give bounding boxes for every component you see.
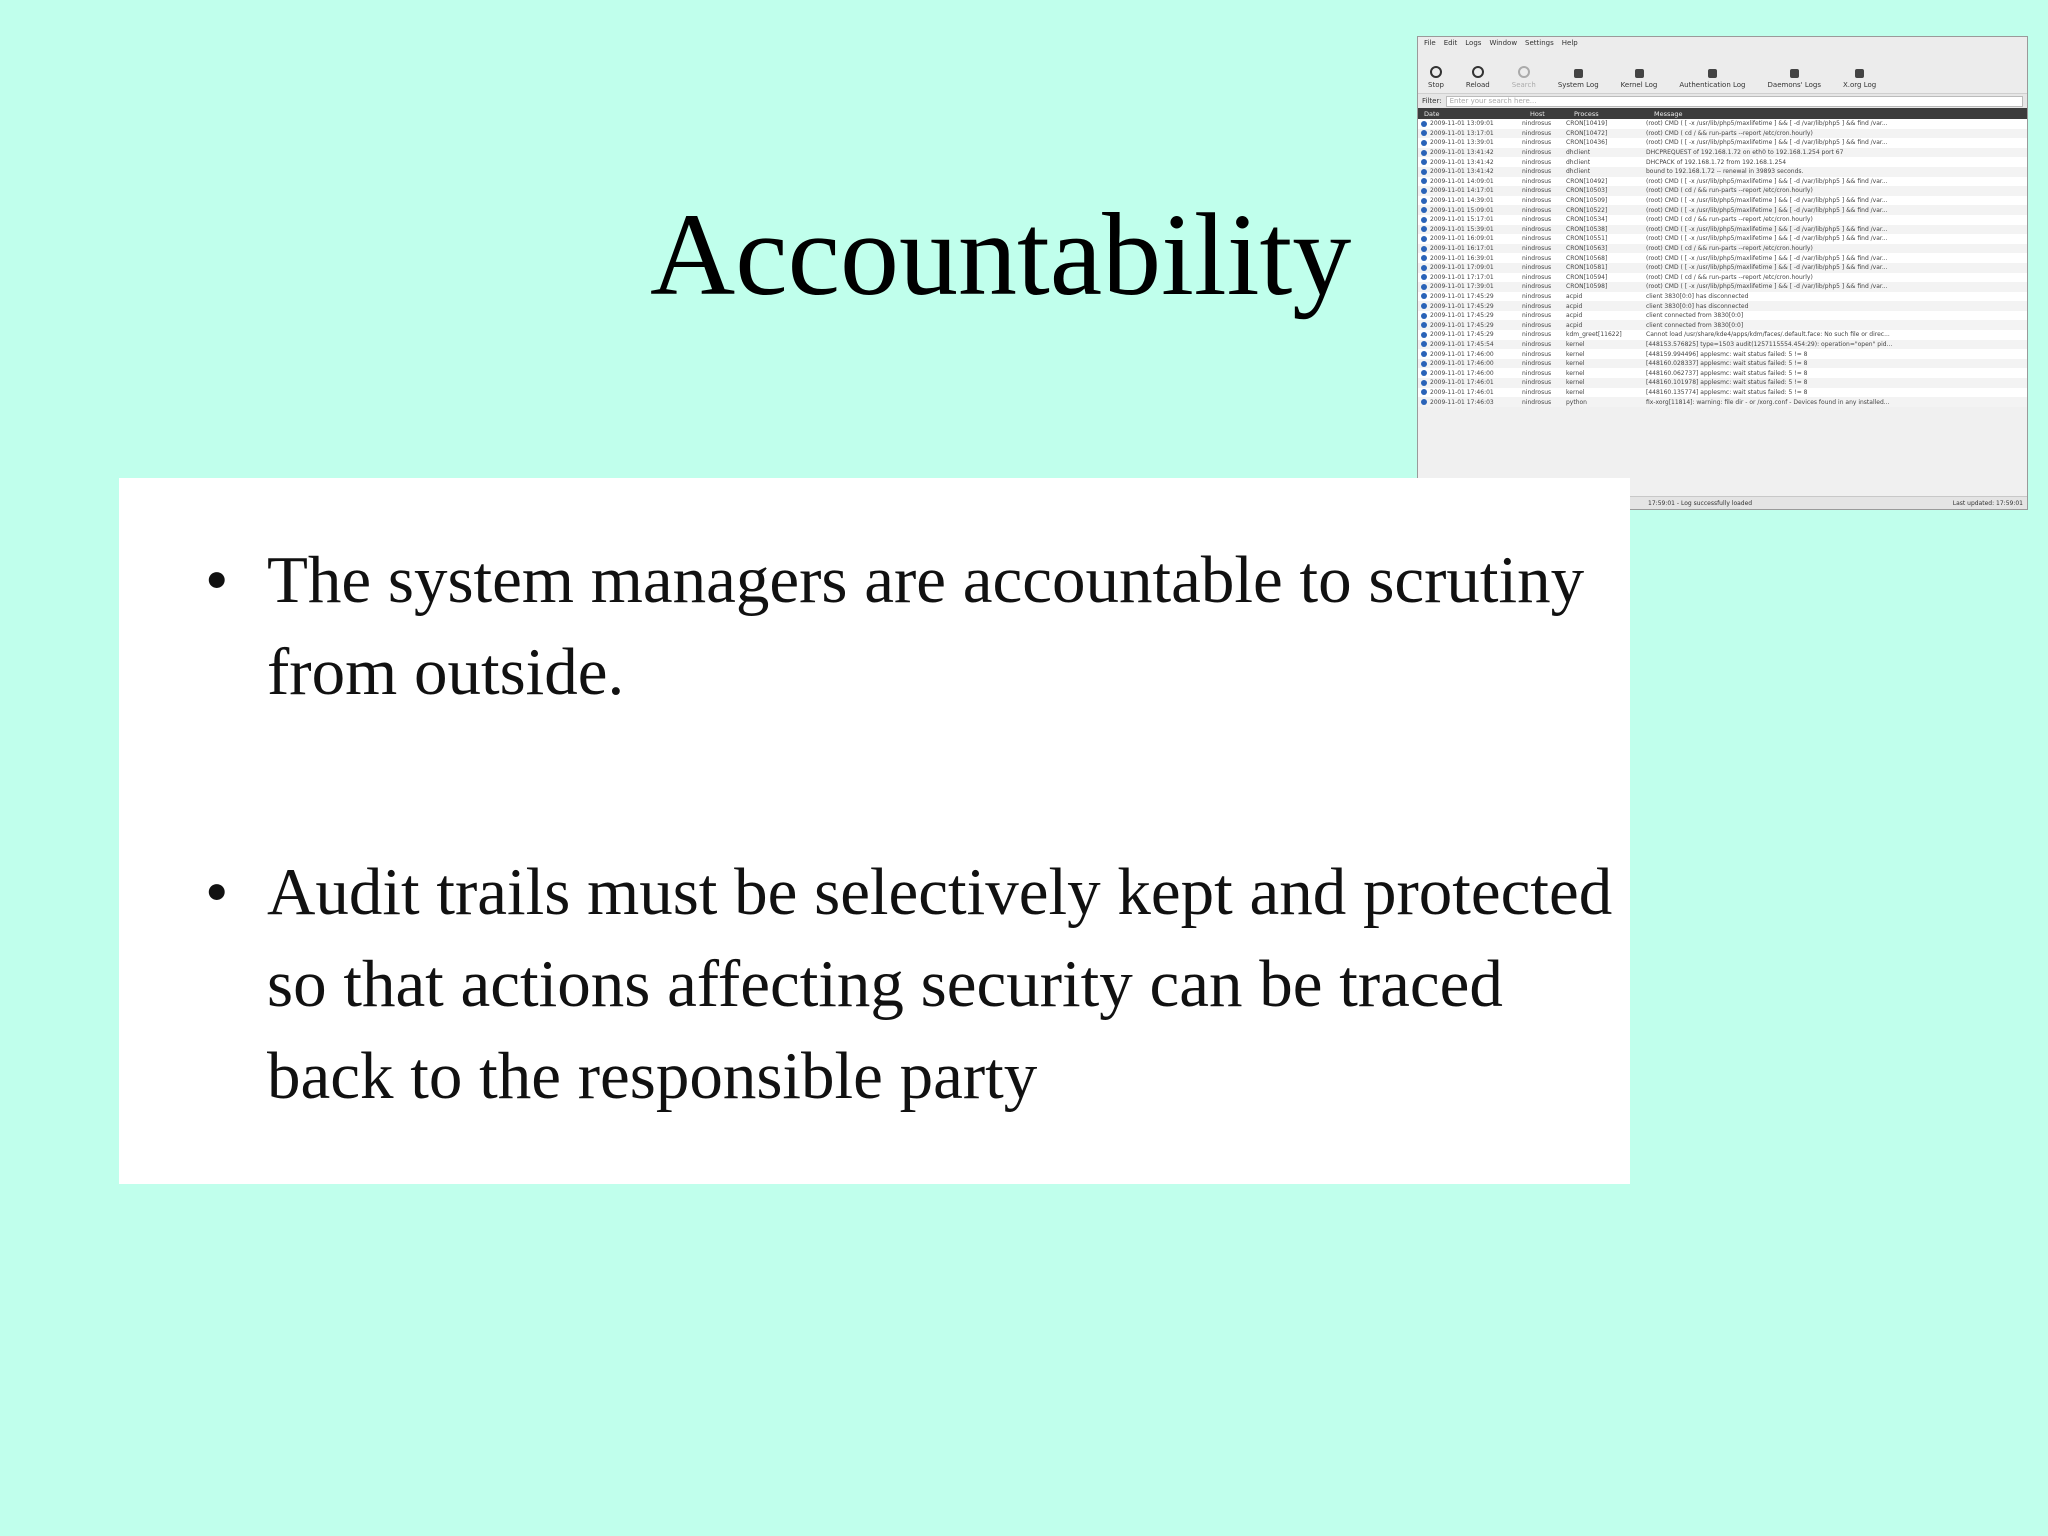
bullet-item: [205, 534, 1627, 718]
menu-item: Edit: [1443, 39, 1458, 47]
toolbar-label: Daemons' Logs: [1767, 81, 1821, 89]
log-date: 2009-11-01 17:46:00: [1430, 369, 1494, 377]
log-message: (root) CMD ( [ -x /usr/lib/php5/maxlifetime ] && [ -d /var/lib/php5 ] && find /var...: [1646, 120, 1888, 128]
log-date: 2009-11-01 17:46:00: [1430, 360, 1494, 368]
log-date: 2009-11-01 17:46:03: [1430, 398, 1494, 406]
log-message: (root) CMD ( [ -x /usr/lib/php5/maxlifetime ] && [ -d /var/lib/php5 ] && find /var...: [1646, 225, 1888, 233]
log-date: 2009-11-01 17:39:01: [1430, 283, 1494, 291]
xorg-log-icon: [1855, 69, 1864, 78]
log-host: nindrosus: [1522, 312, 1552, 320]
log-row: [1418, 273, 2027, 283]
log-row: [1418, 138, 2027, 148]
toolbar-item: [1621, 69, 1658, 89]
info-icon: [1421, 140, 1427, 146]
menu-item: Settings: [1525, 39, 1554, 47]
log-date: 2009-11-01 17:46:01: [1430, 388, 1494, 396]
log-row: [1418, 359, 2027, 369]
filter-input: Enter your search here...: [1446, 96, 2023, 107]
log-host: nindrosus: [1522, 120, 1552, 128]
info-icon: [1421, 217, 1427, 223]
log-date: 2009-11-01 17:45:29: [1430, 312, 1494, 320]
log-viewer-screenshot: [1417, 36, 2028, 510]
log-date: 2009-11-01 13:41:42: [1430, 168, 1494, 176]
log-process: dhclient: [1566, 149, 1591, 157]
log-process: CRON[10598]: [1566, 283, 1608, 291]
log-host: nindrosus: [1522, 129, 1552, 137]
bullet-marker: •: [205, 855, 229, 929]
log-row: [1418, 244, 2027, 254]
log-date: 2009-11-01 17:45:29: [1430, 331, 1494, 339]
log-host: nindrosus: [1522, 388, 1552, 396]
menu-item: Window: [1489, 39, 1518, 47]
reload-icon: [1472, 66, 1484, 78]
info-icon: [1421, 159, 1427, 165]
log-process: acpid: [1566, 292, 1583, 300]
log-process: CRON[10436]: [1566, 139, 1608, 147]
log-host: nindrosus: [1522, 264, 1552, 272]
log-table-body: [1418, 119, 2027, 407]
log-host: nindrosus: [1522, 273, 1552, 281]
log-row: [1418, 388, 2027, 398]
log-process: acpid: [1566, 312, 1583, 320]
info-icon: [1421, 198, 1427, 204]
log-host: nindrosus: [1522, 216, 1552, 224]
log-filter-bar: [1418, 94, 2027, 108]
log-message: client connected from 3830[0:0]: [1646, 321, 1744, 329]
log-host: nindrosus: [1522, 360, 1552, 368]
toolbar-item: [1843, 69, 1876, 89]
log-message: (root) CMD ( cd / && run-parts --report /etc/cron.hourly): [1646, 187, 1813, 195]
log-process: python: [1566, 398, 1587, 406]
log-host: nindrosus: [1522, 369, 1552, 377]
log-process: CRON[10419]: [1566, 120, 1608, 128]
log-row: [1418, 225, 2027, 235]
log-host: nindrosus: [1522, 292, 1552, 300]
system-log-icon: [1574, 69, 1583, 78]
log-date: 2009-11-01 17:09:01: [1430, 264, 1494, 272]
log-row: [1418, 349, 2027, 359]
log-message: DHCPACK of 192.168.1.72 from 192.168.1.254: [1646, 158, 1787, 166]
log-row: [1418, 368, 2027, 378]
info-icon: [1421, 178, 1427, 184]
log-message: [448160.028337] applesmc: wait status failed: 5 != 8: [1646, 360, 1808, 368]
log-host: nindrosus: [1522, 331, 1552, 339]
log-host: nindrosus: [1522, 398, 1552, 406]
log-message: (root) CMD ( cd / && run-parts --report /etc/cron.hourly): [1646, 273, 1813, 281]
log-row: [1418, 167, 2027, 177]
log-process: CRON[10581]: [1566, 264, 1608, 272]
content-box: [119, 478, 1630, 1184]
column-header: Message: [1654, 109, 1683, 118]
log-date: 2009-11-01 16:39:01: [1430, 254, 1494, 262]
menu-item: Logs: [1465, 39, 1482, 47]
log-row: [1418, 397, 2027, 407]
log-row: [1418, 177, 2027, 187]
log-process: CRON[10522]: [1566, 206, 1608, 214]
log-row: [1418, 301, 2027, 311]
log-date: 2009-11-01 15:17:01: [1430, 216, 1494, 224]
log-message: client 3830[0:0] has disconnected: [1646, 302, 1749, 310]
log-table-header: [1418, 108, 2027, 119]
log-date: 2009-11-01 17:46:01: [1430, 379, 1494, 387]
bullet-text: The system managers are accountable to scrutiny from outside.: [267, 543, 1585, 709]
toolbar-item: [1679, 69, 1745, 89]
log-message: (root) CMD ( cd / && run-parts --report /etc/cron.hourly): [1646, 129, 1813, 137]
toolbar-item: [1768, 69, 1821, 89]
log-viewer-menubar: [1418, 37, 2027, 49]
log-process: kernel: [1566, 360, 1585, 368]
info-icon: [1421, 399, 1427, 405]
log-host: nindrosus: [1522, 254, 1552, 262]
info-icon: [1421, 332, 1427, 338]
log-process: dhclient: [1566, 158, 1591, 166]
log-message: client connected from 3830[0:0]: [1646, 312, 1744, 320]
toolbar-item: [1428, 66, 1444, 89]
log-process: CRON[10563]: [1566, 245, 1608, 253]
log-date: 2009-11-01 16:17:01: [1430, 245, 1494, 253]
toolbar-label: Search: [1511, 81, 1536, 89]
log-row: [1418, 311, 2027, 321]
log-host: nindrosus: [1522, 168, 1552, 176]
info-icon: [1421, 303, 1427, 309]
log-process: kdm_greet[11622]: [1566, 331, 1622, 339]
log-message: (root) CMD ( [ -x /usr/lib/php5/maxlifetime ] && [ -d /var/lib/php5 ] && find /var...: [1646, 197, 1888, 205]
log-row: [1418, 282, 2027, 292]
info-icon: [1421, 284, 1427, 290]
log-date: 2009-11-01 17:45:29: [1430, 292, 1494, 300]
log-message: (root) CMD ( [ -x /usr/lib/php5/maxlifetime ] && [ -d /var/lib/php5 ] && find /var...: [1646, 283, 1888, 291]
log-message: (root) CMD ( [ -x /usr/lib/php5/maxlifetime ] && [ -d /var/lib/php5 ] && find /var...: [1646, 206, 1888, 214]
log-process: acpid: [1566, 302, 1583, 310]
info-icon: [1421, 389, 1427, 395]
log-row: [1418, 234, 2027, 244]
log-process: kernel: [1566, 369, 1585, 377]
log-date: 2009-11-01 14:17:01: [1430, 187, 1494, 195]
log-process: CRON[10492]: [1566, 177, 1608, 185]
column-header: Host: [1530, 109, 1545, 118]
toolbar-item: [1512, 66, 1536, 89]
log-host: nindrosus: [1522, 283, 1552, 291]
log-host: nindrosus: [1522, 158, 1552, 166]
log-row: [1418, 320, 2027, 330]
log-process: CRON[10509]: [1566, 197, 1608, 205]
info-icon: [1421, 150, 1427, 156]
log-date: 2009-11-01 17:46:00: [1430, 350, 1494, 358]
log-host: nindrosus: [1522, 139, 1552, 147]
log-host: nindrosus: [1522, 177, 1552, 185]
log-host: nindrosus: [1522, 245, 1552, 253]
log-process: CRON[10538]: [1566, 225, 1608, 233]
info-icon: [1421, 341, 1427, 347]
status-updated: Last updated: 17:59:01: [1952, 499, 2023, 507]
log-process: kernel: [1566, 340, 1585, 348]
info-icon: [1421, 322, 1427, 328]
log-process: CRON[10534]: [1566, 216, 1608, 224]
log-message: [448159.994496] applesmc: wait status failed: 5 != 8: [1646, 350, 1808, 358]
filter-label: Filter:: [1422, 97, 1442, 105]
info-icon: [1421, 293, 1427, 299]
search-icon: [1518, 66, 1530, 78]
log-row: [1418, 186, 2027, 196]
info-icon: [1421, 361, 1427, 367]
column-header: Process: [1574, 109, 1599, 118]
menu-item: File: [1424, 39, 1436, 47]
log-date: 2009-11-01 13:41:42: [1430, 149, 1494, 157]
log-process: CRON[10503]: [1566, 187, 1608, 195]
authentication-log-icon: [1708, 69, 1717, 78]
log-process: CRON[10594]: [1566, 273, 1608, 281]
log-message: [448160.135774] applesmc: wait status failed: 5 != 8: [1646, 388, 1808, 396]
log-row: [1418, 119, 2027, 129]
info-icon: [1421, 169, 1427, 175]
log-row: [1418, 205, 2027, 215]
log-message: (root) CMD ( cd / && run-parts --report /etc/cron.hourly): [1646, 216, 1813, 224]
info-icon: [1421, 246, 1427, 252]
toolbar-label: Kernel Log: [1620, 81, 1658, 89]
log-message: fix-xorg[11814]: warning: file dir - or /xorg.conf - Devices found in any installed...: [1646, 398, 1890, 406]
info-icon: [1421, 226, 1427, 232]
log-row: [1418, 378, 2027, 388]
info-icon: [1421, 313, 1427, 319]
log-host: nindrosus: [1522, 321, 1552, 329]
bullet-item: [205, 846, 1627, 1122]
log-process: CRON[10551]: [1566, 235, 1608, 243]
toolbar-label: Authentication Log: [1679, 81, 1746, 89]
log-row: [1418, 330, 2027, 340]
log-process: kernel: [1566, 350, 1585, 358]
log-date: 2009-11-01 17:45:29: [1430, 302, 1494, 310]
log-host: nindrosus: [1522, 379, 1552, 387]
log-row: [1418, 129, 2027, 139]
toolbar-label: X.org Log: [1843, 81, 1877, 89]
log-process: CRON[10472]: [1566, 129, 1608, 137]
toolbar-label: Reload: [1465, 81, 1490, 89]
log-process: CRON[10568]: [1566, 254, 1608, 262]
log-message: (root) CMD ( [ -x /usr/lib/php5/maxlifetime ] && [ -d /var/lib/php5 ] && find /var...: [1646, 254, 1888, 262]
info-icon: [1421, 121, 1427, 127]
log-message: (root) CMD ( [ -x /usr/lib/php5/maxlifetime ] && [ -d /var/lib/php5 ] && find /var...: [1646, 177, 1888, 185]
log-date: 2009-11-01 14:09:01: [1430, 177, 1494, 185]
log-date: 2009-11-01 13:39:01: [1430, 139, 1494, 147]
log-host: nindrosus: [1522, 197, 1552, 205]
status-message: 17:59:01 - Log successfully loaded: [1648, 499, 1753, 507]
toolbar-label: System Log: [1557, 81, 1599, 89]
info-icon: [1421, 351, 1427, 357]
log-date: 2009-11-01 13:09:01: [1430, 120, 1494, 128]
log-date: 2009-11-01 15:09:01: [1430, 206, 1494, 214]
bullet-marker: •: [205, 543, 229, 617]
log-message: [448153.576825] type=1503 audit(1257115554.454:29): operation="open" pid...: [1646, 340, 1893, 348]
toolbar-item: [1466, 66, 1490, 89]
log-row: [1418, 157, 2027, 167]
info-icon: [1421, 255, 1427, 261]
info-icon: [1421, 370, 1427, 376]
info-icon: [1421, 265, 1427, 271]
info-icon: [1421, 207, 1427, 213]
log-date: 2009-11-01 13:17:01: [1430, 129, 1494, 137]
log-message: Cannot load /usr/share/kde4/apps/kdm/faces/.default.face: No such file or direc...: [1646, 331, 1890, 339]
info-icon: [1421, 130, 1427, 136]
log-row: [1418, 253, 2027, 263]
info-icon: [1421, 380, 1427, 386]
column-header: Date: [1424, 109, 1440, 118]
log-date: 2009-11-01 15:39:01: [1430, 225, 1494, 233]
log-date: 2009-11-01 17:45:29: [1430, 321, 1494, 329]
log-host: nindrosus: [1522, 302, 1552, 310]
slide-title: Accountability: [650, 189, 1352, 320]
log-process: acpid: [1566, 321, 1583, 329]
log-host: nindrosus: [1522, 225, 1552, 233]
log-host: nindrosus: [1522, 340, 1552, 348]
log-row: [1418, 340, 2027, 350]
log-process: kernel: [1566, 388, 1585, 396]
log-process: kernel: [1566, 379, 1585, 387]
bullet-text: Audit trails must be selectively kept and protected so that actions affecting security can be traced back to the responsible party: [267, 855, 1613, 1113]
log-date: 2009-11-01 13:41:42: [1430, 158, 1494, 166]
log-message: (root) CMD ( cd / && run-parts --report /etc/cron.hourly): [1646, 245, 1813, 253]
log-date: 2009-11-01 17:17:01: [1430, 273, 1494, 281]
log-row: [1418, 196, 2027, 206]
info-icon: [1421, 236, 1427, 242]
log-row: [1418, 148, 2027, 158]
menu-item: Help: [1561, 39, 1578, 47]
stop-icon: [1430, 66, 1442, 78]
log-message: (root) CMD ( [ -x /usr/lib/php5/maxlifetime ] && [ -d /var/lib/php5 ] && find /var...: [1646, 235, 1888, 243]
log-date: 2009-11-01 14:39:01: [1430, 197, 1494, 205]
daemons-log-icon: [1790, 69, 1799, 78]
log-message: bound to 192.168.1.72 -- renewal in 39893 seconds.: [1646, 168, 1804, 176]
log-host: nindrosus: [1522, 206, 1552, 214]
log-host: nindrosus: [1522, 235, 1552, 243]
log-message: (root) CMD ( [ -x /usr/lib/php5/maxlifetime ] && [ -d /var/lib/php5 ] && find /var...: [1646, 264, 1888, 272]
log-host: nindrosus: [1522, 187, 1552, 195]
log-message: DHCPREQUEST of 192.168.1.72 on eth0 to 192.168.1.254 port 67: [1646, 149, 1844, 157]
log-host: nindrosus: [1522, 149, 1552, 157]
kernel-log-icon: [1635, 69, 1644, 78]
log-message: client 3830[0:0] has disconnected: [1646, 292, 1749, 300]
log-row: [1418, 263, 2027, 273]
info-icon: [1421, 188, 1427, 194]
info-icon: [1421, 274, 1427, 280]
log-row: [1418, 215, 2027, 225]
log-date: 2009-11-01 16:09:01: [1430, 235, 1494, 243]
log-message: [448160.062737] applesmc: wait status failed: 5 != 8: [1646, 369, 1808, 377]
log-message: (root) CMD ( [ -x /usr/lib/php5/maxlifetime ] && [ -d /var/lib/php5 ] && find /var...: [1646, 139, 1888, 147]
toolbar-item: [1558, 69, 1599, 89]
log-message: [448160.101978] applesmc: wait status failed: 5 != 8: [1646, 379, 1808, 387]
log-host: nindrosus: [1522, 350, 1552, 358]
log-row: [1418, 292, 2027, 302]
log-process: dhclient: [1566, 168, 1591, 176]
log-date: 2009-11-01 17:45:54: [1430, 340, 1494, 348]
log-viewer-toolbar: [1418, 49, 2027, 94]
toolbar-label: Stop: [1428, 81, 1444, 89]
